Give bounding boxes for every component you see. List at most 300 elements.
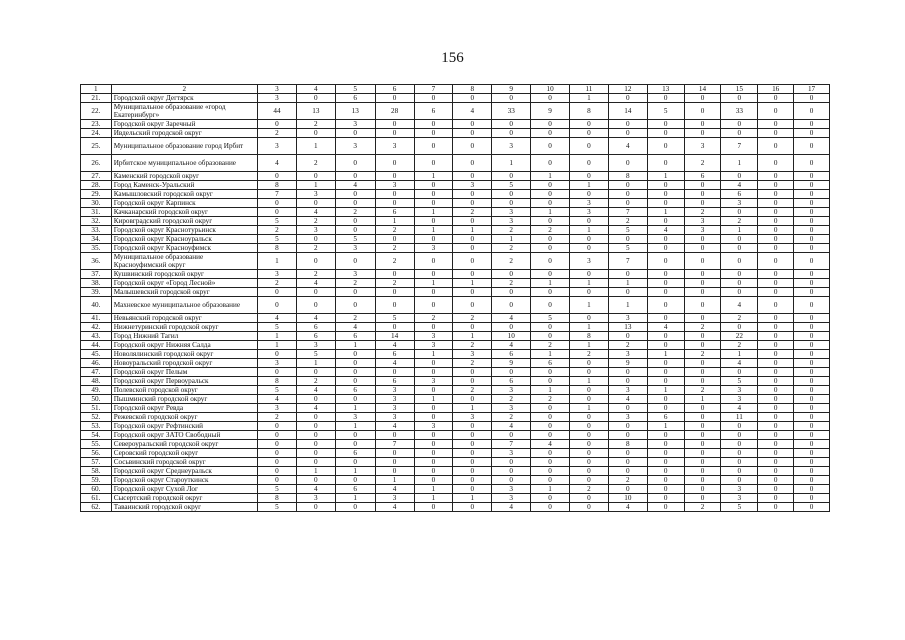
column-header: 16	[758, 85, 794, 94]
column-header: 14	[684, 85, 721, 94]
value-cell: 0	[794, 138, 830, 155]
value-cell: 0	[684, 377, 721, 386]
value-cell: 8	[570, 332, 609, 341]
value-cell: 0	[647, 120, 684, 129]
value-cell: 4	[608, 503, 647, 512]
table-row	[81, 297, 830, 314]
table-row	[81, 476, 830, 485]
value-cell: 0	[647, 199, 684, 208]
value-cell: 2	[453, 341, 492, 350]
value-cell: 1	[647, 172, 684, 181]
value-cell: 1	[414, 350, 453, 359]
value-cell: 0	[758, 253, 794, 270]
value-cell: 0	[531, 181, 570, 190]
table-header-row	[81, 85, 830, 94]
value-cell: 0	[414, 297, 453, 314]
value-cell: 0	[335, 253, 375, 270]
value-cell: 0	[531, 94, 570, 103]
value-cell: 8	[570, 103, 609, 120]
value-cell: 1	[414, 279, 453, 288]
column-header: 13	[647, 85, 684, 94]
value-cell: 3	[492, 494, 531, 503]
municipality-name: Городской округ Пелым	[111, 368, 257, 377]
value-cell: 6	[335, 94, 375, 103]
value-cell: 0	[414, 155, 453, 172]
value-cell: 3	[414, 422, 453, 431]
value-cell: 1	[647, 422, 684, 431]
row-number: 62.	[81, 503, 112, 512]
value-cell: 0	[492, 120, 531, 129]
value-cell: 0	[684, 413, 721, 422]
value-cell: 44	[258, 103, 297, 120]
value-cell: 3	[492, 138, 531, 155]
row-number: 45.	[81, 350, 112, 359]
value-cell: 2	[375, 244, 414, 253]
table-row	[81, 341, 830, 350]
value-cell: 3	[453, 413, 492, 422]
value-cell: 0	[414, 270, 453, 279]
value-cell: 0	[414, 476, 453, 485]
value-cell: 0	[647, 359, 684, 368]
value-cell: 0	[531, 413, 570, 422]
value-cell: 3	[721, 386, 758, 395]
value-cell: 0	[758, 199, 794, 208]
value-cell: 5	[608, 244, 647, 253]
column-header: 6	[375, 85, 414, 94]
value-cell: 0	[335, 440, 375, 449]
value-cell: 0	[794, 350, 830, 359]
value-cell: 0	[296, 458, 335, 467]
value-cell: 0	[375, 270, 414, 279]
value-cell: 0	[794, 190, 830, 199]
value-cell: 14	[608, 103, 647, 120]
table-row	[81, 288, 830, 297]
table-row	[81, 368, 830, 377]
value-cell: 1	[531, 172, 570, 181]
municipality-name: Ивдельский городской округ	[111, 129, 257, 138]
table-row	[81, 270, 830, 279]
value-cell: 0	[794, 458, 830, 467]
value-cell: 4	[375, 341, 414, 350]
value-cell: 0	[684, 199, 721, 208]
value-cell: 3	[570, 208, 609, 217]
value-cell: 3	[258, 404, 297, 413]
value-cell: 0	[684, 103, 721, 120]
value-cell: 0	[758, 440, 794, 449]
table-row	[81, 235, 830, 244]
value-cell: 0	[531, 235, 570, 244]
row-number: 29.	[81, 190, 112, 199]
municipality-name: Режевской городской округ	[111, 413, 257, 422]
value-cell: 2	[684, 350, 721, 359]
value-cell: 0	[453, 129, 492, 138]
column-header: 10	[531, 85, 570, 94]
value-cell: 6	[335, 449, 375, 458]
value-cell: 0	[258, 449, 297, 458]
value-cell: 0	[721, 270, 758, 279]
value-cell: 0	[492, 129, 531, 138]
value-cell: 1	[492, 235, 531, 244]
municipality-name: Новоуральский городской округ	[111, 359, 257, 368]
value-cell: 0	[335, 458, 375, 467]
value-cell: 2	[492, 279, 531, 288]
value-cell: 1	[721, 350, 758, 359]
value-cell: 0	[608, 199, 647, 208]
value-cell: 3	[684, 138, 721, 155]
value-cell: 0	[531, 449, 570, 458]
value-cell: 1	[335, 422, 375, 431]
value-cell: 0	[794, 440, 830, 449]
value-cell: 3	[570, 253, 609, 270]
value-cell: 1	[608, 279, 647, 288]
value-cell: 2	[335, 208, 375, 217]
table-row	[81, 120, 830, 129]
value-cell: 1	[531, 350, 570, 359]
value-cell: 4	[721, 404, 758, 413]
value-cell: 5	[608, 226, 647, 235]
value-cell: 0	[794, 181, 830, 190]
value-cell: 0	[684, 431, 721, 440]
value-cell: 0	[570, 422, 609, 431]
row-number: 38.	[81, 279, 112, 288]
value-cell: 0	[684, 120, 721, 129]
value-cell: 6	[531, 359, 570, 368]
column-header: 4	[296, 85, 335, 94]
value-cell: 0	[414, 467, 453, 476]
table-row	[81, 129, 830, 138]
municipality-name: Таваинский городской округ	[111, 503, 257, 512]
municipality-name: Ирбитское муниципальное образование	[111, 155, 257, 172]
value-cell: 1	[647, 386, 684, 395]
value-cell: 0	[684, 440, 721, 449]
value-cell: 0	[570, 476, 609, 485]
value-cell: 0	[608, 458, 647, 467]
value-cell: 0	[453, 449, 492, 458]
row-number: 32.	[81, 217, 112, 226]
value-cell: 0	[531, 288, 570, 297]
value-cell: 4	[608, 395, 647, 404]
value-cell: 0	[647, 332, 684, 341]
value-cell: 0	[758, 94, 794, 103]
value-cell: 0	[647, 341, 684, 350]
value-cell: 5	[721, 503, 758, 512]
value-cell: 2	[684, 386, 721, 395]
value-cell: 0	[794, 270, 830, 279]
value-cell: 0	[296, 431, 335, 440]
value-cell: 5	[721, 377, 758, 386]
value-cell: 2	[296, 377, 335, 386]
value-cell: 5	[335, 235, 375, 244]
value-cell: 0	[758, 359, 794, 368]
value-cell: 11	[721, 413, 758, 422]
value-cell: 0	[758, 485, 794, 494]
row-number: 56.	[81, 449, 112, 458]
value-cell: 4	[375, 503, 414, 512]
value-cell: 3	[492, 404, 531, 413]
value-cell: 5	[531, 314, 570, 323]
value-cell: 1	[335, 404, 375, 413]
value-cell: 6	[375, 350, 414, 359]
value-cell: 3	[492, 208, 531, 217]
value-cell: 4	[531, 440, 570, 449]
value-cell: 0	[335, 377, 375, 386]
value-cell: 0	[570, 494, 609, 503]
value-cell: 9	[492, 359, 531, 368]
row-number: 47.	[81, 368, 112, 377]
value-cell: 0	[608, 377, 647, 386]
value-cell: 0	[296, 440, 335, 449]
value-cell: 1	[492, 155, 531, 172]
value-cell: 0	[453, 368, 492, 377]
value-cell: 4	[375, 359, 414, 368]
value-cell: 1	[375, 217, 414, 226]
value-cell: 0	[531, 190, 570, 199]
column-header: 5	[335, 85, 375, 94]
value-cell: 0	[492, 458, 531, 467]
value-cell: 1	[453, 404, 492, 413]
value-cell: 0	[758, 120, 794, 129]
table-row	[81, 181, 830, 190]
table-row	[81, 413, 830, 422]
value-cell: 3	[684, 226, 721, 235]
value-cell: 6	[414, 103, 453, 120]
value-cell: 0	[570, 449, 609, 458]
value-cell: 0	[335, 350, 375, 359]
value-cell: 0	[335, 476, 375, 485]
value-cell: 0	[794, 359, 830, 368]
value-cell: 0	[375, 129, 414, 138]
value-cell: 6	[296, 332, 335, 341]
value-cell: 0	[570, 368, 609, 377]
value-cell: 3	[721, 199, 758, 208]
value-cell: 0	[608, 181, 647, 190]
municipality-name: Городской округ Староуткинск	[111, 476, 257, 485]
value-cell: 0	[684, 94, 721, 103]
value-cell: 1	[647, 208, 684, 217]
value-cell: 0	[684, 494, 721, 503]
value-cell: 2	[375, 253, 414, 270]
value-cell: 4	[296, 208, 335, 217]
value-cell: 13	[335, 103, 375, 120]
value-cell: 0	[335, 129, 375, 138]
value-cell: 1	[570, 279, 609, 288]
value-cell: 0	[296, 253, 335, 270]
table-row	[81, 332, 830, 341]
value-cell: 0	[721, 244, 758, 253]
value-cell: 0	[684, 253, 721, 270]
value-cell: 0	[721, 467, 758, 476]
value-cell: 0	[414, 190, 453, 199]
value-cell: 1	[414, 494, 453, 503]
value-cell: 1	[258, 253, 297, 270]
value-cell: 3	[721, 485, 758, 494]
table-row	[81, 395, 830, 404]
table-row	[81, 467, 830, 476]
value-cell: 3	[684, 217, 721, 226]
value-cell: 0	[570, 359, 609, 368]
municipality-name: Городской округ Первоуральск	[111, 377, 257, 386]
row-number: 23.	[81, 120, 112, 129]
value-cell: 0	[375, 467, 414, 476]
value-cell: 0	[453, 138, 492, 155]
value-cell: 0	[794, 279, 830, 288]
value-cell: 0	[647, 217, 684, 226]
value-cell: 0	[684, 449, 721, 458]
municipality-name: Городской округ Заречный	[111, 120, 257, 129]
value-cell: 3	[570, 199, 609, 208]
value-cell: 0	[453, 422, 492, 431]
value-cell: 0	[758, 404, 794, 413]
table-row	[81, 172, 830, 181]
value-cell: 1	[570, 297, 609, 314]
value-cell: 1	[721, 155, 758, 172]
value-cell: 0	[758, 190, 794, 199]
value-cell: 6	[335, 386, 375, 395]
value-cell: 0	[794, 332, 830, 341]
value-cell: 0	[492, 431, 531, 440]
municipality-name: Городской округ ЗАТО Свободный	[111, 431, 257, 440]
value-cell: 0	[492, 172, 531, 181]
value-cell: 2	[375, 226, 414, 235]
value-cell: 2	[258, 413, 297, 422]
value-cell: 3	[335, 413, 375, 422]
value-cell: 0	[570, 129, 609, 138]
value-cell: 10	[492, 332, 531, 341]
value-cell: 0	[492, 288, 531, 297]
value-cell: 0	[684, 485, 721, 494]
value-cell: 0	[647, 431, 684, 440]
value-cell: 4	[335, 181, 375, 190]
value-cell: 0	[531, 368, 570, 377]
value-cell: 0	[453, 467, 492, 476]
row-number: 28.	[81, 181, 112, 190]
value-cell: 0	[794, 226, 830, 235]
row-number: 39.	[81, 288, 112, 297]
value-cell: 0	[684, 341, 721, 350]
value-cell: 0	[721, 458, 758, 467]
value-cell: 0	[608, 129, 647, 138]
value-cell: 1	[531, 485, 570, 494]
value-cell: 0	[794, 368, 830, 377]
value-cell: 0	[647, 476, 684, 485]
value-cell: 0	[335, 190, 375, 199]
value-cell: 8	[258, 494, 297, 503]
value-cell: 0	[414, 235, 453, 244]
value-cell: 0	[570, 386, 609, 395]
value-cell: 0	[721, 368, 758, 377]
value-cell: 1	[570, 181, 609, 190]
value-cell: 0	[608, 431, 647, 440]
value-cell: 0	[758, 244, 794, 253]
value-cell: 1	[570, 377, 609, 386]
value-cell: 6	[647, 413, 684, 422]
value-cell: 5	[258, 323, 297, 332]
value-cell: 0	[647, 395, 684, 404]
value-cell: 0	[647, 368, 684, 377]
value-cell: 0	[414, 431, 453, 440]
row-number: 61.	[81, 494, 112, 503]
column-header: 8	[453, 85, 492, 94]
value-cell: 0	[721, 253, 758, 270]
value-cell: 0	[758, 103, 794, 120]
value-cell: 0	[375, 235, 414, 244]
value-cell: 0	[721, 440, 758, 449]
value-cell: 0	[492, 467, 531, 476]
value-cell: 6	[335, 485, 375, 494]
value-cell: 3	[721, 395, 758, 404]
value-cell: 0	[258, 297, 297, 314]
value-cell: 0	[794, 120, 830, 129]
value-cell: 0	[570, 217, 609, 226]
value-cell: 0	[647, 404, 684, 413]
municipality-name: Серовский городской округ	[111, 449, 257, 458]
value-cell: 0	[570, 314, 609, 323]
value-cell: 3	[296, 341, 335, 350]
value-cell: 0	[414, 253, 453, 270]
value-cell: 1	[570, 226, 609, 235]
value-cell: 0	[531, 422, 570, 431]
value-cell: 2	[608, 341, 647, 350]
row-number: 43.	[81, 332, 112, 341]
value-cell: 1	[335, 341, 375, 350]
municipality-name: Пышминский городской округ	[111, 395, 257, 404]
municipality-name: Городской округ Красноуральск	[111, 235, 257, 244]
value-cell: 0	[608, 288, 647, 297]
value-cell: 0	[258, 199, 297, 208]
value-cell: 6	[492, 377, 531, 386]
value-cell: 0	[647, 244, 684, 253]
value-cell: 0	[531, 404, 570, 413]
value-cell: 0	[684, 279, 721, 288]
value-cell: 0	[375, 120, 414, 129]
value-cell: 0	[758, 172, 794, 181]
value-cell: 0	[531, 377, 570, 386]
municipality-name: Городской округ «Город Лесной»	[111, 279, 257, 288]
value-cell: 0	[758, 458, 794, 467]
value-cell: 3	[375, 181, 414, 190]
value-cell: 0	[570, 458, 609, 467]
value-cell: 0	[721, 323, 758, 332]
row-number: 58.	[81, 467, 112, 476]
value-cell: 2	[258, 129, 297, 138]
row-number: 51.	[81, 404, 112, 413]
statistics-table	[80, 84, 830, 512]
row-number: 40.	[81, 297, 112, 314]
value-cell: 2	[492, 395, 531, 404]
row-number: 49.	[81, 386, 112, 395]
value-cell: 0	[375, 199, 414, 208]
value-cell: 0	[758, 279, 794, 288]
value-cell: 0	[258, 368, 297, 377]
value-cell: 0	[335, 395, 375, 404]
value-cell: 0	[570, 467, 609, 476]
value-cell: 1	[414, 172, 453, 181]
value-cell: 2	[453, 386, 492, 395]
value-cell: 3	[492, 485, 531, 494]
value-cell: 0	[684, 467, 721, 476]
row-number: 50.	[81, 395, 112, 404]
value-cell: 8	[258, 244, 297, 253]
table-row	[81, 94, 830, 103]
value-cell: 1	[414, 208, 453, 217]
table-row	[81, 190, 830, 199]
value-cell: 0	[492, 270, 531, 279]
value-cell: 4	[258, 314, 297, 323]
value-cell: 0	[375, 172, 414, 181]
value-cell: 0	[335, 199, 375, 208]
value-cell: 0	[375, 190, 414, 199]
value-cell: 2	[335, 314, 375, 323]
